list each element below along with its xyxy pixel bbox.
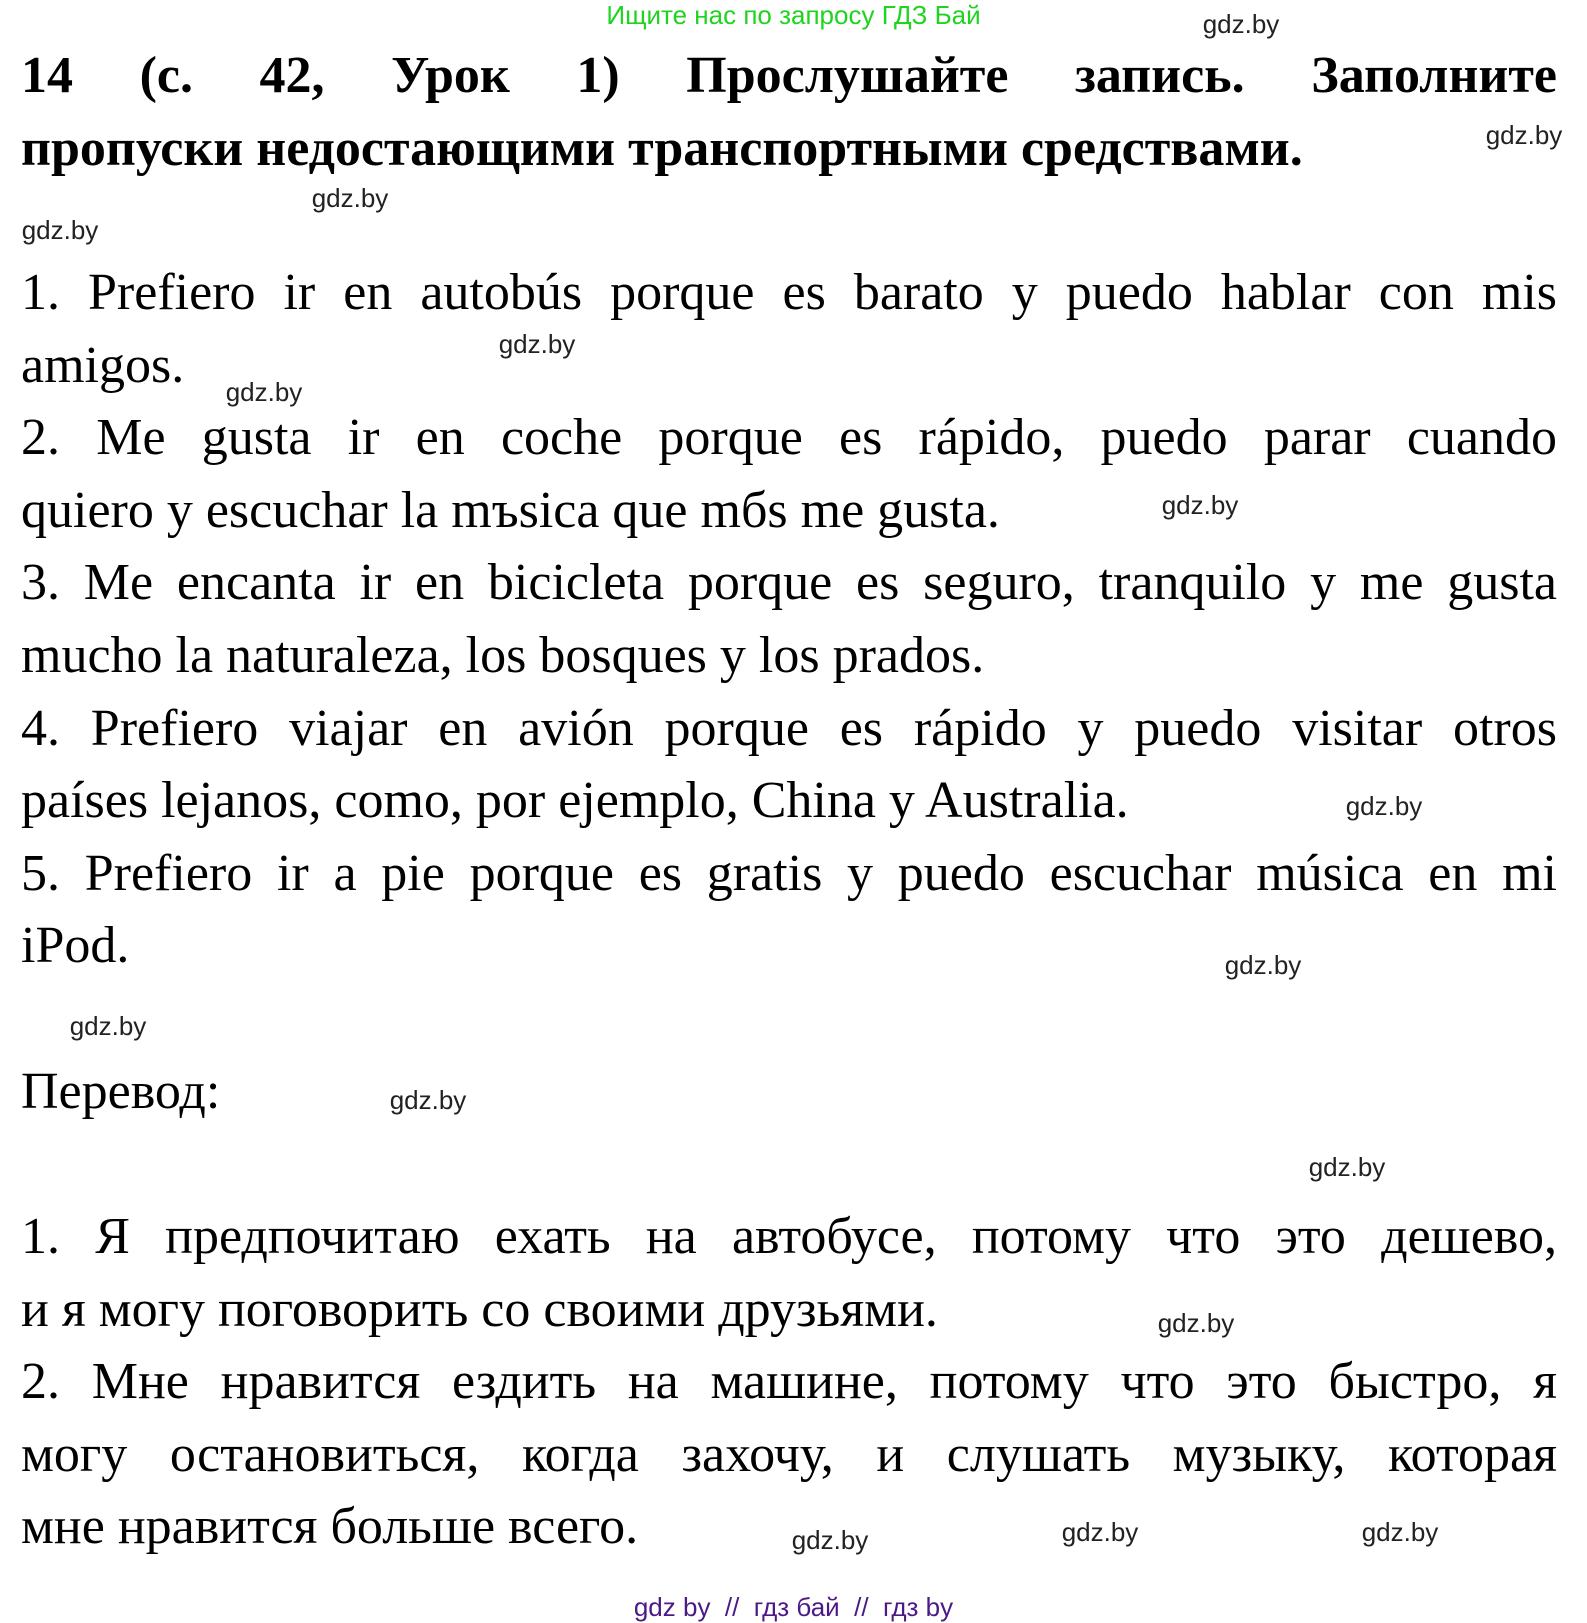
text-line: могу остановиться, когда захочу, и слушать музыку, которая (21, 1425, 1557, 1483)
watermark: gdz.by (1161, 490, 1239, 520)
text-line: 1. Prefiero ir en autobús porque es barato y puedo hablar con mis (21, 264, 1557, 321)
text-line: amigos. (21, 336, 185, 394)
footer-links: gdz by // гдз бай // гдз by (633, 1592, 954, 1622)
text-line: quiero y escuchar la mъsica que mбs me gusta. (21, 481, 1000, 539)
watermark: gdz.by (69, 1011, 147, 1041)
search-hint-banner: Ищите нас по запросу ГДЗ Бай (606, 0, 981, 30)
text-line: 2. Мне нравится ездить на машине, потому что это быстро, я (21, 1353, 1557, 1411)
watermark: gdz.by (1485, 120, 1563, 150)
exercise-heading (21, 39, 1557, 185)
watermark: gdz.by (389, 1085, 467, 1115)
watermark: gdz.by (1361, 1517, 1439, 1547)
translation-heading: Перевод: (21, 1063, 221, 1120)
watermark: gdz.by (1308, 1152, 1386, 1182)
text-line: iPod. (21, 917, 130, 975)
text-line: 4. Prefiero viajar en avión porque es rápido y puedo visitar otros (21, 699, 1557, 757)
watermark: gdz.by (1345, 791, 1423, 821)
watermark: gdz.by (1224, 950, 1302, 980)
text-line: и я могу поговорить со своими друзьями. (21, 1280, 938, 1338)
text-line: 1. Я предпочитаю ехать на автобусе, потому что это дешево, (21, 1208, 1557, 1265)
watermark: gdz.by (311, 183, 389, 213)
text-line: 2. Me gusta ir en coche porque es rápido, puedo parar cuando (21, 409, 1557, 467)
watermark: gdz.by (1061, 1517, 1139, 1547)
russian-text (21, 1201, 1557, 1564)
watermark: gdz.by (1157, 1308, 1235, 1338)
watermark: gdz.by (498, 329, 576, 359)
heading-line: 14 (с. 42, Урок 1) Прослушайте запись. Заполните (21, 47, 1557, 104)
watermark: gdz.by (791, 1525, 869, 1555)
text-line: 5. Prefiero ir a pie porque es gratis y puedo escuchar música en mi (21, 844, 1557, 902)
text-line: mucho la naturaleza, los bosques y los prados. (21, 626, 985, 684)
watermark: gdz.by (1202, 9, 1280, 39)
heading-line: пропуски недостающими транспортными средствами. (21, 120, 1303, 177)
text-line: 3. Me encanta ir en bicicleta porque es seguro, tranquilo y me gusta (21, 554, 1557, 612)
translation-label (21, 1056, 1557, 1129)
text-line: мне нравится больше всего. (21, 1498, 639, 1556)
watermark: gdz.by (225, 377, 303, 407)
watermark: gdz.by (21, 215, 99, 245)
text-line: países lejanos, como, por ejemplo, China y Australia. (21, 772, 1129, 830)
spanish-text (21, 257, 1557, 983)
